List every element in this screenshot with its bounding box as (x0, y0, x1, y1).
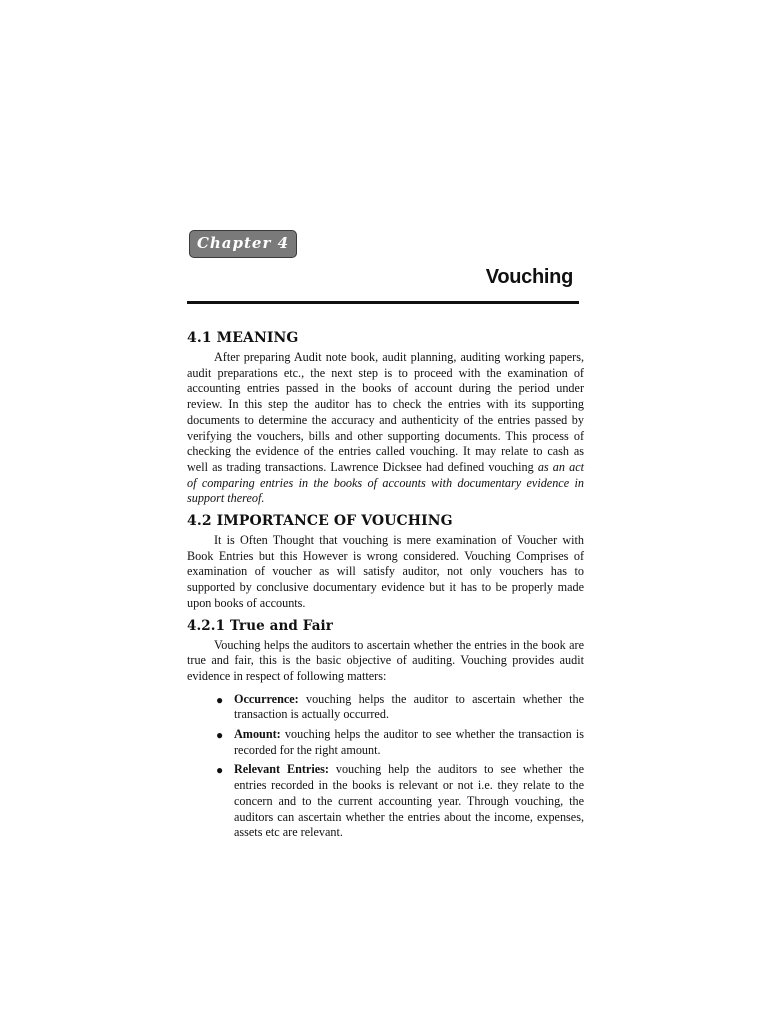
section-heading-importance: 4.2 IMPORTANCE OF VOUCHING (187, 513, 453, 530)
paragraph-true-fair: Vouching helps the auditors to ascertain whether the entries in the book are true and fair, this is the basic objective of auditing. Vouching provides audit evidence in respect of following matters: (187, 637, 584, 683)
bullet-icon: ● (216, 763, 224, 778)
section-heading-meaning: 4.1 MEANING (187, 330, 299, 346)
section-heading-true-fair: 4.2.1 True and Fair (187, 617, 333, 634)
chapter-title: Vouching (485, 266, 573, 288)
section-meaning (187, 330, 584, 507)
paragraph-meaning-text: After preparing Audit note book, audit planning, auditing working papers, audit preparations etc., the next step is to proceed with the examination of accounting entries passed in the books of account during the period under review. In this step the auditor has to check the entries with its supporting documents to determine the accuracy and authenticity of the entries passed by verifying the vouchers, bills and other supporting documents. This process of checking the evidence of the entries called vouching. It may relate to cash as well as trading transactions. Lawrence Dicksee had defined vouching (187, 350, 584, 474)
bullet-icon: ● (216, 728, 224, 743)
section-true-fair (187, 618, 584, 841)
paragraph-importance: It is Often Thought that vouching is mere examination of Voucher with Book Entries but this However is wrong considered. Vouching Comprises of examination of voucher as will satisfy auditor, not only vouchers has to supported by conclusive documentary evidence but it has to be properly made upon books of accounts. (187, 533, 584, 610)
matters-list (187, 692, 584, 841)
list-item-text: vouching help the auditors to see whether the entries recorded in the books is relevant or not i.e. they relate to the concern and to the current accounting year. Through vouching, the auditors can ascertain whether the entries about the income, expenses, assets etc are relevant. (234, 762, 584, 840)
definition-quote: as an act of comparing entries in the books of accounts with documentary evidence in support thereof. (187, 459, 584, 506)
list-item-term: Occurrence: (234, 691, 299, 706)
list-item-term: Amount: (234, 727, 281, 742)
list-item-text: vouching helps the auditor to ascertain whether the transaction is actually occurred. (234, 691, 584, 722)
list-item-relevant-entries (216, 762, 584, 841)
title-divider (187, 301, 579, 304)
bullet-icon: ● (216, 692, 224, 707)
list-item-amount (216, 727, 584, 758)
list-item-term: Relevant Entries: (234, 762, 329, 777)
section-importance (187, 513, 584, 612)
list-item-text: vouching helps the auditor to see whether the transaction is recorded for the right amount. (234, 727, 584, 757)
page-content (187, 330, 584, 845)
paragraph-meaning (187, 350, 584, 507)
list-item-occurrence (216, 691, 584, 723)
chapter-badge: Chapter 4 (189, 230, 297, 258)
